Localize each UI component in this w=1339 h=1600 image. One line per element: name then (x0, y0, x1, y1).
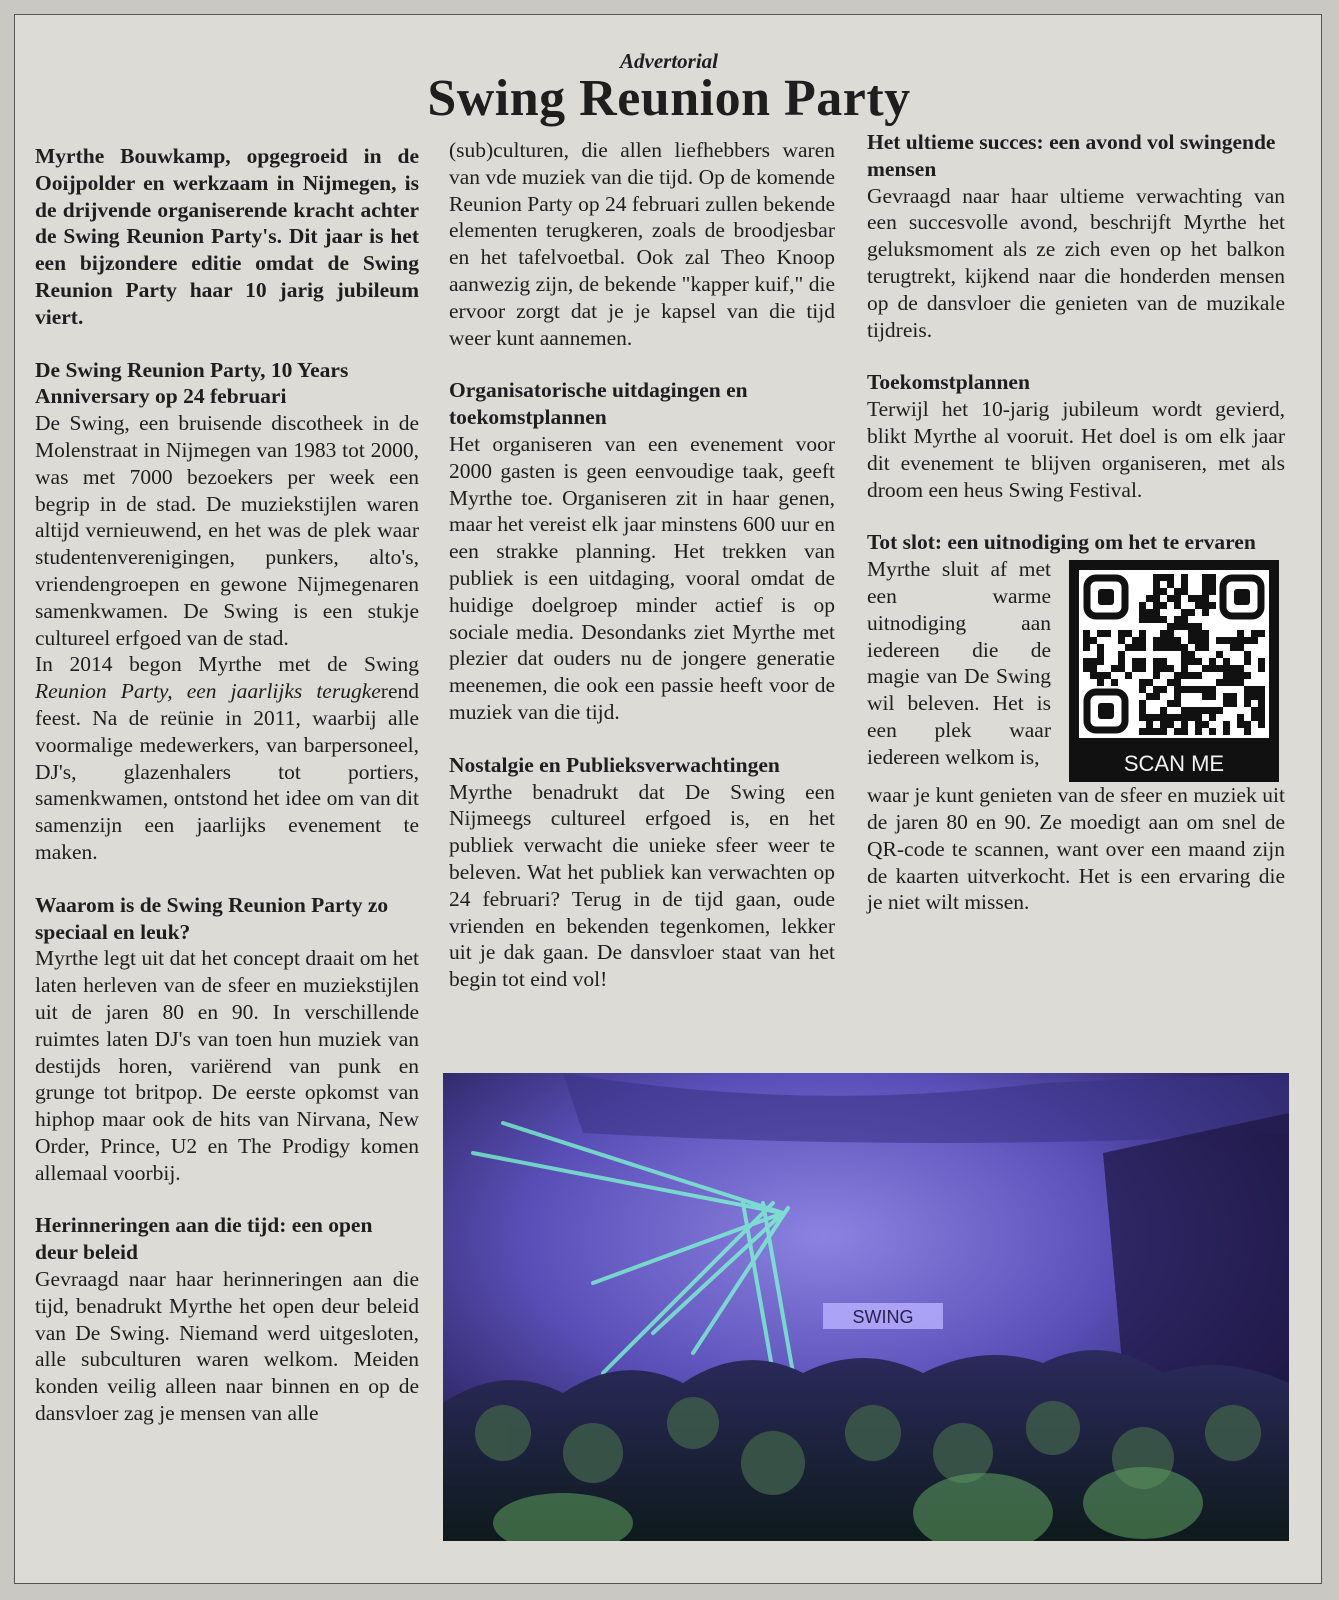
paragraph-invitation-rest: waar je kunt genieten van de sfeer en muziek uit de jaren 80 en 90. Ze moedigt aan om snel de QR-code te scannen, want over een maand zijn de kaarten uitverkocht. Het is een ervaring die je niet wilt missen. (867, 783, 1285, 915)
kicker: Advertorial (620, 49, 718, 73)
qr-code-matrix (1079, 570, 1269, 738)
heading-memories: Herinneringen aan die tijd: een open deur beleid (35, 1213, 373, 1265)
heading-ultimate-success: Het ultieme succes: een avond vol swingende mensen (867, 130, 1276, 181)
paragraph-since-2014-start: In 2014 begon Myrthe met de Swing (35, 652, 419, 677)
paragraph-subcultures: (sub)culturen, die allen liefhebbers waren van vde muziek van die tijd. Op de komende Reunion Party op 24 februari zullen bekende elementen terugkeren, zoals de broodjesbar en het tafelvoetbal. Ook zal Theo Knoop aanwezig zijn, de bekende "kapper kuif," die ervoor zorgt dat je je kapsel van die tijd weer kunt aannemen. (449, 138, 835, 350)
newspaper-page (14, 14, 1322, 1584)
column-2 (449, 137, 835, 993)
invitation-with-qr (867, 556, 1285, 782)
stage-sign: SWING (852, 1307, 914, 1327)
paragraph-concept: Myrthe legt uit dat het concept draait om het laten herleven van de sfeer en muziekstijlen uit de jaren 80 en 90. In verschillende ruimtes laten DJ's van toen hun muziek van destijds horen, variërend van punk en grunge tot britpop. De eerste opkomst van hiphop maar ook de hits van Nirvana, New Order, Prince, U2 en The Prodigy komen allemaal voorbij. (35, 946, 419, 1185)
heading-nostalgia: Nostalgie en Publieksverwachtingen (449, 752, 780, 777)
lead-paragraph: Myrthe Bouwkamp, opgegroeid in de Ooijpolder en werkzaam in Nijmegen, is de drijvende organiserende kracht achter de Swing Reunion Party's. Dit jaar is het een bijzondere editie omdat de Swing Reunion Party haar 10 jarig jubileum viert. (35, 144, 419, 329)
page-title: Swing Reunion Party (427, 70, 911, 127)
paragraph-memories: Gevraagd naar haar herinneringen aan die tijd, benadrukt Myrthe het open deur beleid van De Swing. Niemand werd uitgesloten, alle subculturen waren welkom. Meiden konden veilig alleen naar binnen en op de dansvloer zag je mensen van alle (35, 1267, 419, 1426)
heading-anniversary: De Swing Reunion Party, 10 Years Anniversary op 24 februari (35, 357, 349, 409)
paragraph-since-2014 (35, 651, 419, 865)
party-photo (443, 1073, 1289, 1541)
paragraph-since-2014-rest: rend feest. Na de reünie in 2011, waarbij alle voormalige medewerkers, van barpersoneel, DJ's, glazenhalers tot portiers, samenkwamen, ontstond het idee om van dit samenzijn een jaarlijks evenement te maken. (35, 679, 419, 864)
heading-invitation: Tot slot: een uitnodiging om het te ervaren (867, 530, 1256, 555)
paragraph-nostalgia: Myrthe benadrukt dat De Swing een Nijmeegs cultureel erfgoed is, en het publiek verwacht die unieke sfeer weer te beleven. Wat het publiek kan verwachten op 24 februari? Terug in de tijd gaan, oude vrienden en bekenden tegenkomen, lekker uit je dak gaan. De dansvloer staat van het begin tot eind vol! (449, 779, 835, 992)
paragraph-ultimate-success: Gevraagd naar haar ultieme verwachting van een succesvolle avond, beschrijft Myrthe het geluksmoment als ze zich even op het balkon terugtrekt, kijkend naar die honderden mensen op de dansvloer die genieten van de muzikale tijdreis. (867, 183, 1285, 342)
heading-challenges: Organisatorische uitdagingen en toekomstplannen (449, 378, 748, 430)
qr-pattern-icon (1079, 570, 1269, 738)
paragraph-since-2014-italic: Reunion Party, een jaarlijks terugke (35, 679, 381, 704)
paragraph-future-plans: Terwijl het 10-jarig jubileum wordt gevierd, blikt Myrthe al vooruit. Het doel is om elk jaar dit evenement te blijven organiseren, met als droom een heus Swing Festival. (867, 397, 1285, 502)
paragraph-invitation-wrap: Myrthe sluit af met een warme uitnodiging aan iedereen die de magie van De Swing wil beleven. Het is een plek waar iedereen welkom is, (867, 557, 1051, 769)
heading-future-plans: Toekomstplannen (867, 370, 1030, 395)
heading-why-special: Waarom is de Swing Reunion Party zo speciaal en leuk? (35, 892, 389, 944)
paragraph-history: De Swing, een bruisende discotheek in de Molenstraat in Nijmegen van 1983 tot 2000, was met 7000 bezoekers per week een begrip in de stad. De muziekstijlen waren altijd vernieuwend, en het was de plek waar studentenverenigingen, punkers, alto's, vriendengroepen en gewone Nijmegenaren samenkwamen. De Swing is een stukje cultureel erfgoed van de stad. (35, 411, 419, 650)
dancefloor-illustration (443, 1073, 1289, 1541)
column-3 (867, 129, 1285, 916)
column-1 (35, 143, 419, 1427)
scan-me-label: SCAN ME (1123, 751, 1225, 777)
qr-code[interactable] (1069, 560, 1279, 782)
paragraph-challenges: Het organiseren van een evenement voor 2000 gasten is geen eenvoudige taak, geeft Myrthe toe. Organiseren zit in haar genen, maar het vereist elk jaar minstens 600 uur en een strakke planning. Het trekken van publiek is een uitdaging, vooral omdat de huidige doelgroep minder actief is op sociale media. Desondanks ziet Myrthe met plezier dat ouders nu de jongere generatie meenemen, die ook een passie heeft voor de muziek van die tijd. (449, 431, 835, 724)
